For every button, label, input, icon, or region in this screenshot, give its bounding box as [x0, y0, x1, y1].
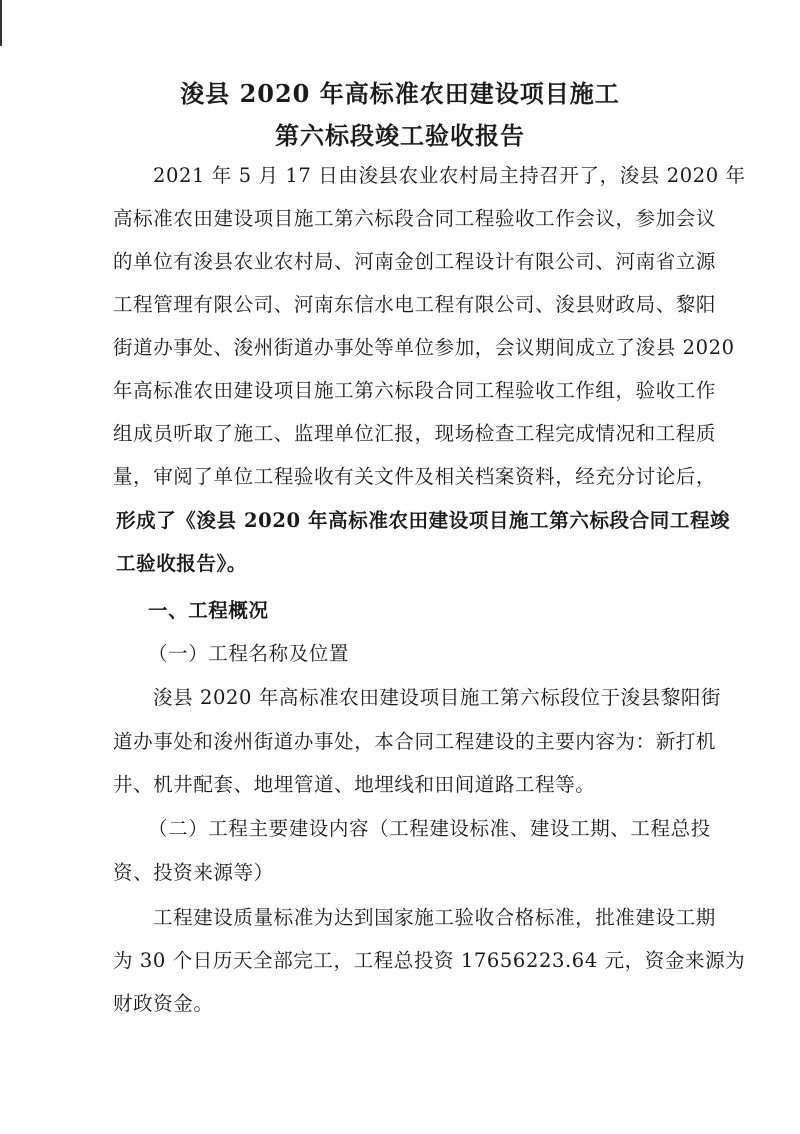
paragraph-line: 形成了《浚县 2020 年高标准农田建设项目施工第六标段合同工程竣: [116, 509, 731, 532]
paragraph-line: 井、机井配套、地埋管道、地埋线和田间道路工程等。: [113, 773, 596, 796]
document-title-line-1: 浚县 2020 年高标准农田建设项目施工: [180, 79, 620, 108]
paragraph-line: 工程管理有限公司、河南东信水电工程有限公司、浚县财政局、黎阳: [113, 293, 717, 316]
paragraph-line: 财政资金。: [113, 992, 214, 1015]
paragraph-line: 组成员听取了施工、监理单位汇报，现场检查工程完成情况和工程质: [113, 422, 717, 445]
paragraph-line: 年高标准农田建设项目施工第六标段合同工程验收工作组，验收工作: [113, 379, 717, 402]
paragraph-line: 的单位有浚县农业农村局、河南金创工程设计有限公司、河南省立源: [113, 250, 717, 273]
paragraph-line: 街道办事处、浚州街道办事处等单位参加，会议期间成立了浚县 2020: [113, 336, 735, 359]
paragraph-line: 为 30 个日历天全部完工，工程总投资 17656223.64 元，资金来源为: [113, 949, 746, 972]
paragraph-line: 工验收报告》。: [116, 552, 247, 575]
paragraph-line: 工程建设质量标准为达到国家施工验收合格标准，批准建设工期: [153, 906, 716, 929]
paragraph-line: 量，审阅了单位工程验收有关文件及相关档案资料，经充分讨论后，: [113, 465, 717, 488]
paragraph-line: 道办事处和浚州街道办事处，本合同工程建设的主要内容为：新打机: [113, 730, 717, 753]
paragraph-line: 浚县 2020 年高标准农田建设项目施工第六标段位于浚县黎阳街: [153, 686, 722, 709]
subsection-heading: 资、投资来源等）: [113, 861, 274, 884]
subsection-heading: （二）工程主要建设内容（工程建设标准、建设工期、工程总投: [148, 817, 711, 840]
paragraph-line: 2021 年 5 月 17 日由浚县农业农村局主持召开了，浚县 2020 年: [153, 164, 746, 187]
section-heading: 一、工程概况: [148, 599, 269, 622]
document-title-line-2: 第六标段竣工验收报告: [275, 121, 525, 150]
subsection-heading: （一）工程名称及位置: [148, 642, 350, 665]
paragraph-line: 高标准农田建设项目施工第六标段合同工程验收工作会议，参加会议: [113, 207, 717, 230]
scan-edge-mark: [0, 0, 2, 46]
